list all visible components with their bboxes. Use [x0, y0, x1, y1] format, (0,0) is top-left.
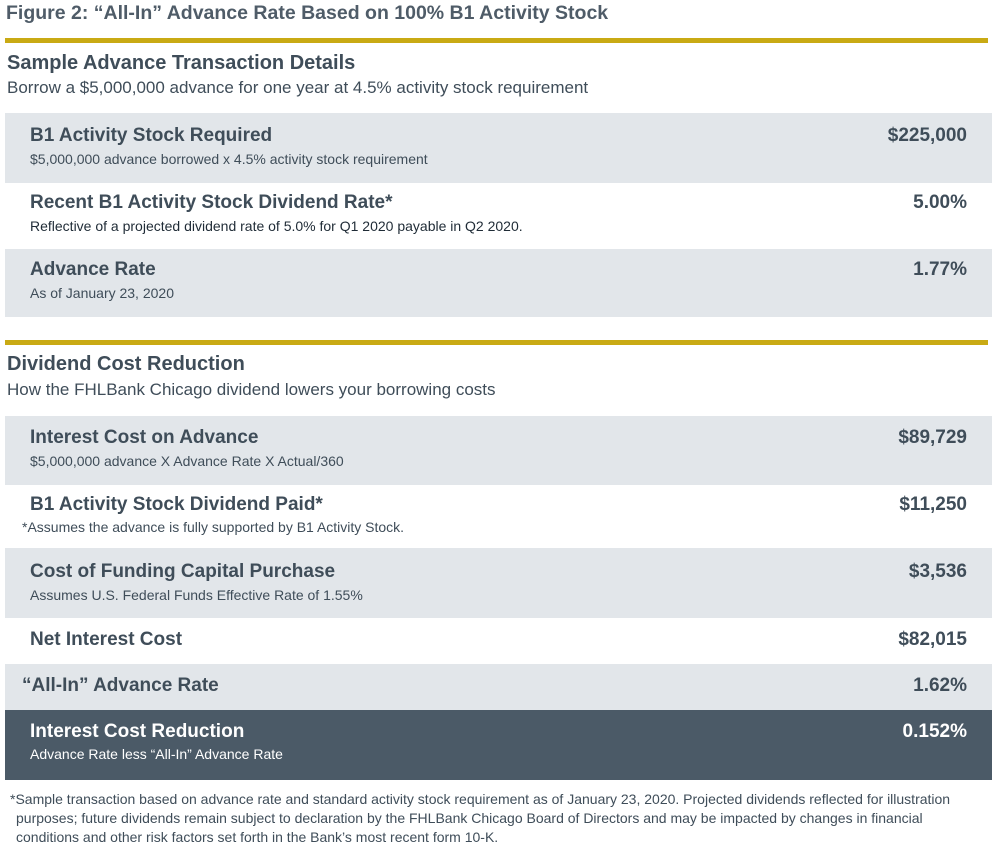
row-description: Assumes U.S. Federal Funds Effective Rate of 1.55%	[30, 587, 363, 603]
row-description: $5,000,000 advance borrowed x 4.5% activity stock requirement	[30, 151, 428, 167]
row-value: 0.152%	[902, 721, 967, 742]
row-b1-stock-required	[5, 113, 992, 183]
row-value: $3,536	[908, 561, 967, 582]
row-value: $11,250	[899, 494, 967, 515]
row-label: “All-In” Advance Rate	[22, 675, 219, 696]
row-interest-cost	[5, 416, 992, 485]
section-divider	[5, 38, 988, 43]
section-subtitle-transaction-details: Borrow a $5,000,000 advance for one year at 4.5% activity stock requirement	[7, 78, 589, 97]
row-label: Interest Cost on Advance	[30, 427, 259, 448]
row-value: 5.00%	[913, 192, 967, 213]
section-title-transaction-details: Sample Advance Transaction Details	[7, 52, 356, 74]
row-dividend-rate	[5, 183, 992, 249]
row-label: Recent B1 Activity Stock Dividend Rate*	[30, 192, 393, 213]
row-label: Interest Cost Reduction	[30, 721, 245, 742]
row-description: *Assumes the advance is fully supported by B1 Activity Stock.	[22, 519, 405, 535]
footnote: *Sample transaction based on advance rate and standard activity stock requirement as of January 23, 2020. Projected dividends reflected for illustration purposes; future dividends remain subject to declaration by the FHLBank Chicago Board of Directors and may be impacted by changes in financial conditions and other risk factors set forth in the Bank’s most recent form 10-K.	[10, 791, 951, 845]
row-value: $89,729	[898, 427, 967, 448]
row-all-in-rate	[5, 664, 992, 710]
row-advance-rate	[5, 249, 992, 317]
row-label: Net Interest Cost	[30, 629, 183, 650]
row-value: 1.62%	[913, 675, 967, 696]
row-dividend-paid	[5, 485, 992, 548]
row-interest-cost-reduction	[5, 710, 992, 780]
row-description: Reflective of a projected dividend rate of 5.0% for Q1 2020 payable in Q2 2020.	[30, 218, 523, 234]
row-label: B1 Activity Stock Dividend Paid*	[30, 494, 323, 515]
section-divider	[5, 340, 988, 345]
row-label: B1 Activity Stock Required	[30, 125, 273, 146]
row-value: $225,000	[887, 125, 967, 146]
figure-title: Figure 2: “All-In” Advance Rate Based on 100% B1 Activity Stock	[6, 2, 609, 24]
section-subtitle-dividend-cost-reduction: How the FHLBank Chicago dividend lowers your borrowing costs	[7, 380, 496, 399]
row-value: $82,015	[898, 629, 967, 650]
row-net-interest-cost	[5, 618, 992, 664]
row-label: Advance Rate	[30, 259, 156, 280]
row-label: Cost of Funding Capital Purchase	[30, 561, 336, 582]
row-funding-cost	[5, 548, 992, 618]
row-description: As of January 23, 2020	[30, 285, 174, 301]
row-description: $5,000,000 advance X Advance Rate X Actual/360	[30, 453, 344, 469]
section-title-dividend-cost-reduction: Dividend Cost Reduction	[7, 353, 245, 375]
row-value: 1.77%	[913, 259, 967, 280]
row-description: Advance Rate less “All-In” Advance Rate	[30, 746, 283, 762]
